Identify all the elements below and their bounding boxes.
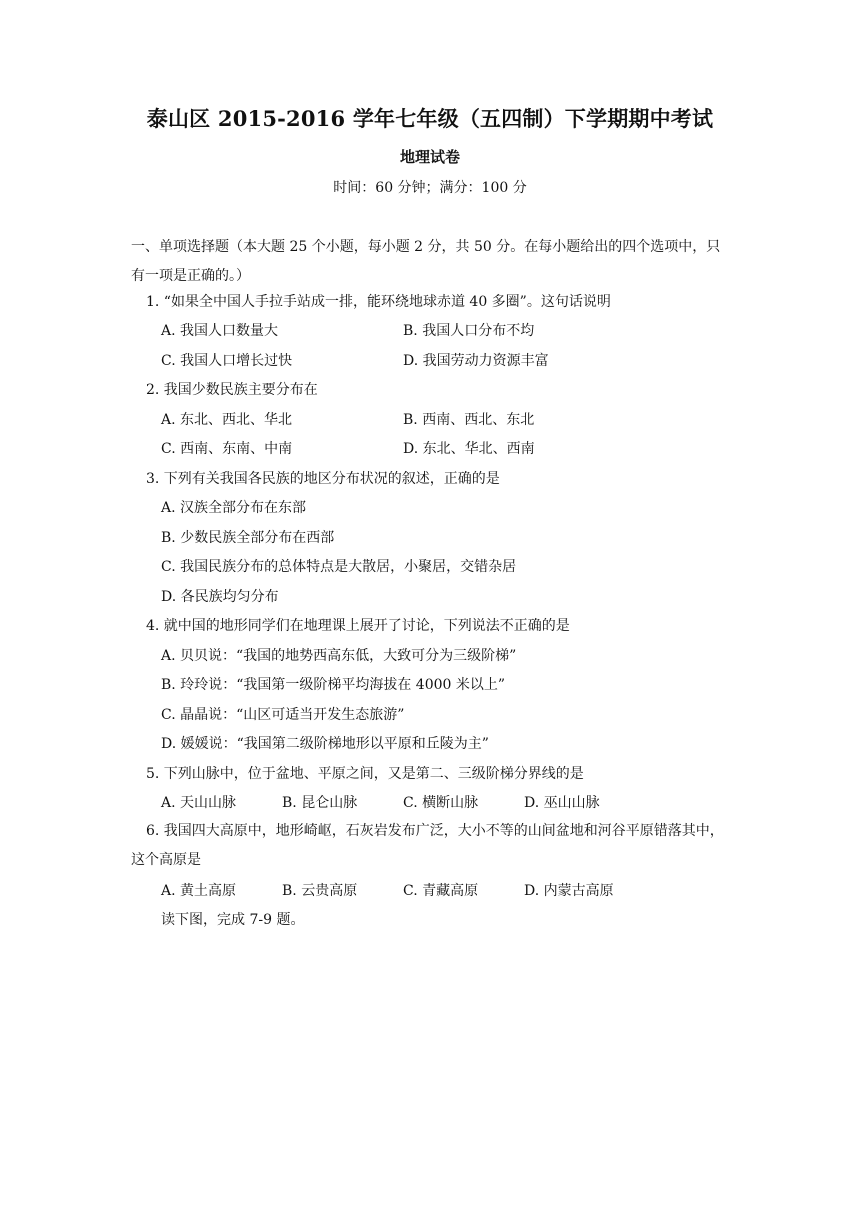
question-2-option-b: B. 西南、西北、东北	[403, 412, 535, 428]
question-4-stem: 4. 就中国的地形同学们在地理课上展开了讨论，下列说法不正确的是	[146, 618, 570, 634]
question-2-stem: 2. 我国少数民族主要分布在	[146, 382, 318, 398]
question-2-option-d: D. 东北、华北、西南	[403, 441, 535, 457]
figure-instruction: 读下图，完成 7-9 题。	[161, 912, 305, 928]
question-5-option-c: C. 横断山脉	[403, 795, 479, 811]
question-5-option-b: B. 昆仑山脉	[282, 795, 358, 811]
exam-title: 泰山区 2015-2016 学年七年级（五四制）下学期期中考试	[146, 106, 714, 131]
question-6-option-c: C. 青藏高原	[403, 883, 479, 899]
question-4-option-c: C. 晶晶说：“山区可适当开发生态旅游”	[161, 707, 405, 723]
question-1-option-c: C. 我国人口增长过快	[161, 353, 293, 369]
question-4-option-b: B. 玲玲说：“我国第一级阶梯平均海拔在 4000 米以上”	[161, 677, 506, 693]
question-6-option-d: D. 内蒙古高原	[524, 883, 614, 899]
question-6-option-b: B. 云贵高原	[282, 883, 358, 899]
question-2-option-c: C. 西南、东南、中南	[161, 441, 293, 457]
question-3-stem: 3. 下列有关我国各民族的地区分布状况的叙述，正确的是	[146, 471, 500, 487]
question-4-option-a: A. 贝贝说：“我国的地势西高东低，大致可分为三级阶梯”	[161, 648, 517, 664]
question-3-option-c: C. 我国民族分布的总体特点是大散居，小聚居，交错杂居	[161, 559, 517, 575]
question-5-option-a: A. 天山山脉	[161, 795, 237, 811]
question-1-option-a: A. 我国人口数量大	[161, 323, 279, 339]
exam-meta: 时间：60 分钟；满分：100 分	[333, 180, 527, 196]
question-3-option-a: A. 汉族全部分布在东部	[161, 500, 307, 516]
question-1-option-b: B. 我国人口分布不均	[403, 323, 535, 339]
question-1-option-d: D. 我国劳动力资源丰富	[403, 353, 549, 369]
question-5-option-d: D. 巫山山脉	[524, 795, 600, 811]
question-1-stem: 1. “如果全中国人手拉手站成一排，能环绕地球赤道 40 多圈”。这句话说明	[146, 294, 611, 310]
question-6-stem: 6. 我国四大高原中，地形崎岖，石灰岩发布广泛，大小不等的山间盆地和河谷平原错落其中，这个高原是	[131, 823, 724, 868]
question-4-option-d: D. 媛媛说：“我国第二级阶梯地形以平原和丘陵为主”	[161, 736, 489, 752]
question-6-option-a: A. 黄土高原	[161, 883, 237, 899]
question-5-stem: 5. 下列山脉中，位于盆地、平原之间，又是第二、三级阶梯分界线的是	[146, 766, 584, 782]
section-heading: 一、单项选择题（本大题 25 个小题，每小题 2 分，共 50 分。在每小题给出的四个选项中，只有一项是正确的。）	[131, 239, 721, 284]
question-3-option-d: D. 各民族均匀分布	[161, 589, 279, 605]
exam-subtitle: 地理试卷	[399, 148, 460, 166]
question-2-option-a: A. 东北、西北、华北	[161, 412, 293, 428]
question-3-option-b: B. 少数民族全部分布在西部	[161, 530, 335, 546]
